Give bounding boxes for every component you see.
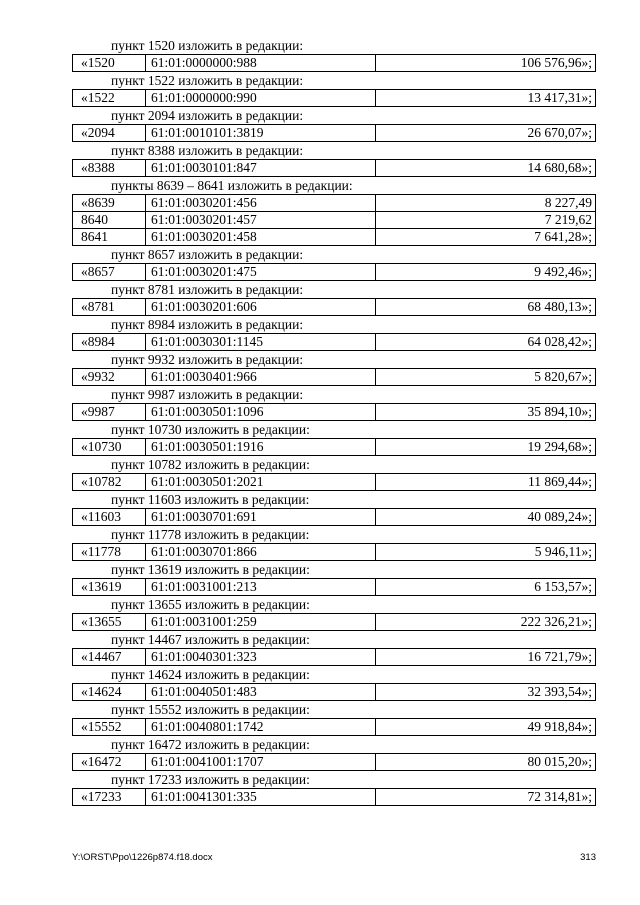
table-row — [73, 369, 596, 386]
item-number-cell: «11603 — [73, 509, 146, 526]
item-number-cell: «16472 — [73, 754, 146, 771]
amendment-table — [72, 753, 596, 771]
item-number-cell: «14624 — [73, 684, 146, 701]
cadastral-number-cell: 61:01:0030201:458 — [146, 229, 376, 246]
table-row — [73, 404, 596, 421]
amendment-heading: пункт 2094 изложить в редакции: — [111, 108, 304, 123]
table-row — [73, 334, 596, 351]
item-number-cell: «10730 — [73, 439, 146, 456]
value-cell: 7 641,28»; — [376, 229, 596, 246]
item-number-cell: «1522 — [73, 90, 146, 107]
item-number-cell: «9932 — [73, 369, 146, 386]
amendment-heading: пункт 11778 изложить в редакции: — [111, 527, 310, 542]
item-number-cell: «10782 — [73, 474, 146, 491]
document-body — [72, 37, 596, 806]
amendment-heading: пункт 14467 изложить в редакции: — [111, 632, 310, 647]
cadastral-number-cell: 61:01:0030301:1145 — [146, 334, 376, 351]
amendment-heading: пункт 8657 изложить в редакции: — [111, 247, 304, 262]
table-row — [73, 719, 596, 736]
item-number-cell: 8640 — [73, 212, 146, 229]
item-number-cell: «1520 — [73, 55, 146, 72]
item-number-cell: 8641 — [73, 229, 146, 246]
cadastral-number-cell: 61:01:0030501:1096 — [146, 404, 376, 421]
cadastral-number-cell: 61:01:0000000:990 — [146, 90, 376, 107]
amendment-heading: пункт 8984 изложить в редакции: — [111, 317, 304, 332]
table-row — [73, 160, 596, 177]
table-row — [73, 649, 596, 666]
item-number-cell: «8984 — [73, 334, 146, 351]
item-number-cell: «15552 — [73, 719, 146, 736]
value-cell: 40 089,24»; — [376, 509, 596, 526]
amendment-heading: пункт 17233 изложить в редакции: — [111, 772, 310, 787]
amendment-heading: пункт 15552 изложить в редакции: — [111, 702, 310, 717]
value-cell: 5 820,67»; — [376, 369, 596, 386]
table-row — [73, 55, 596, 72]
amendment-table — [72, 194, 596, 246]
value-cell: 49 918,84»; — [376, 719, 596, 736]
amendment-table — [72, 298, 596, 316]
amendment-heading: пункт 9932 изложить в редакции: — [111, 352, 304, 367]
value-cell: 68 480,13»; — [376, 299, 596, 316]
cadastral-number-cell: 61:01:0030101:847 — [146, 160, 376, 177]
page-number: 313 — [580, 852, 596, 863]
item-number-cell: «17233 — [73, 789, 146, 806]
amendment-table — [72, 263, 596, 281]
cadastral-number-cell: 61:01:0030201:606 — [146, 299, 376, 316]
amendment-table — [72, 613, 596, 631]
value-cell: 13 417,31»; — [376, 90, 596, 107]
amendment-table — [72, 543, 596, 561]
value-cell: 222 326,21»; — [376, 614, 596, 631]
value-cell: 8 227,49 — [376, 195, 596, 212]
table-row — [73, 439, 596, 456]
table-row — [73, 474, 596, 491]
cadastral-number-cell: 61:01:0031001:213 — [146, 579, 376, 596]
cadastral-number-cell: 61:01:0030501:2021 — [146, 474, 376, 491]
cadastral-number-cell: 61:01:0030201:456 — [146, 195, 376, 212]
value-cell: 6 153,57»; — [376, 579, 596, 596]
table-row — [73, 509, 596, 526]
cadastral-number-cell: 61:01:0030201:475 — [146, 264, 376, 281]
value-cell: 11 869,44»; — [376, 474, 596, 491]
value-cell: 26 670,07»; — [376, 125, 596, 142]
cadastral-number-cell: 61:01:0010101:3819 — [146, 125, 376, 142]
amendment-table — [72, 333, 596, 351]
table-row — [73, 544, 596, 561]
amendment-heading: пункт 13619 изложить в редакции: — [111, 562, 310, 577]
amendment-table — [72, 473, 596, 491]
table-row — [73, 212, 596, 229]
amendment-heading: пункт 9987 изложить в редакции: — [111, 387, 304, 402]
item-number-cell: «14467 — [73, 649, 146, 666]
amendment-heading: пункт 14624 изложить в редакции: — [111, 667, 310, 682]
value-cell: 5 946,11»; — [376, 544, 596, 561]
table-row — [73, 684, 596, 701]
cadastral-number-cell: 61:01:0041001:1707 — [146, 754, 376, 771]
amendment-heading: пункт 1522 изложить в редакции: — [111, 73, 304, 88]
amendment-table — [72, 89, 596, 107]
value-cell: 64 028,42»; — [376, 334, 596, 351]
amendment-heading: пункт 10730 изложить в редакции: — [111, 422, 310, 437]
table-row — [73, 195, 596, 212]
amendment-table — [72, 718, 596, 736]
item-number-cell: «8388 — [73, 160, 146, 177]
item-number-cell: «8639 — [73, 195, 146, 212]
amendment-heading: пункт 11603 изложить в редакции: — [111, 492, 310, 507]
amendment-heading: пункт 8781 изложить в редакции: — [111, 282, 304, 297]
cadastral-number-cell: 61:01:0030701:866 — [146, 544, 376, 561]
amendment-heading: пункт 13655 изложить в редакции: — [111, 597, 310, 612]
value-cell: 19 294,68»; — [376, 439, 596, 456]
cadastral-number-cell: 61:01:0040301:323 — [146, 649, 376, 666]
table-row — [73, 125, 596, 142]
footer-file-path: Y:\ORST\Ppo\1226p874.f18.docx — [72, 852, 213, 863]
table-row — [73, 579, 596, 596]
item-number-cell: «2094 — [73, 125, 146, 142]
item-number-cell: «13619 — [73, 579, 146, 596]
item-number-cell: «9987 — [73, 404, 146, 421]
amendment-table — [72, 159, 596, 177]
table-row — [73, 229, 596, 246]
value-cell: 80 015,20»; — [376, 754, 596, 771]
amendment-table — [72, 124, 596, 142]
cadastral-number-cell: 61:01:0030401:966 — [146, 369, 376, 386]
value-cell: 9 492,46»; — [376, 264, 596, 281]
amendment-table — [72, 578, 596, 596]
amendment-table — [72, 648, 596, 666]
table-row — [73, 264, 596, 281]
amendment-heading: пункт 10782 изложить в редакции: — [111, 457, 310, 472]
table-row — [73, 299, 596, 316]
amendment-heading: пункт 16472 изложить в редакции: — [111, 737, 310, 752]
table-row — [73, 789, 596, 806]
cadastral-number-cell: 61:01:0040501:483 — [146, 684, 376, 701]
table-row — [73, 90, 596, 107]
item-number-cell: «13655 — [73, 614, 146, 631]
cadastral-number-cell: 61:01:0030501:1916 — [146, 439, 376, 456]
value-cell: 32 393,54»; — [376, 684, 596, 701]
amendment-heading: пункт 8388 изложить в редакции: — [111, 143, 304, 158]
item-number-cell: «8657 — [73, 264, 146, 281]
amendment-table — [72, 438, 596, 456]
amendment-table — [72, 368, 596, 386]
amendment-table — [72, 683, 596, 701]
table-row — [73, 614, 596, 631]
amendment-table — [72, 54, 596, 72]
value-cell: 106 576,96»; — [376, 55, 596, 72]
cadastral-number-cell: 61:01:0030201:457 — [146, 212, 376, 229]
table-row — [73, 754, 596, 771]
cadastral-number-cell: 61:01:0000000:988 — [146, 55, 376, 72]
cadastral-number-cell: 61:01:0040801:1742 — [146, 719, 376, 736]
amendment-table — [72, 508, 596, 526]
value-cell: 14 680,68»; — [376, 160, 596, 177]
amendment-heading: пункты 8639 – 8641 изложить в редакции: — [111, 178, 353, 193]
item-number-cell: «11778 — [73, 544, 146, 561]
cadastral-number-cell: 61:01:0031001:259 — [146, 614, 376, 631]
value-cell: 72 314,81»; — [376, 789, 596, 806]
value-cell: 35 894,10»; — [376, 404, 596, 421]
value-cell: 7 219,62 — [376, 212, 596, 229]
amendment-heading: пункт 1520 изложить в редакции: — [111, 38, 304, 53]
amendment-table — [72, 788, 596, 806]
value-cell: 16 721,79»; — [376, 649, 596, 666]
cadastral-number-cell: 61:01:0030701:691 — [146, 509, 376, 526]
item-number-cell: «8781 — [73, 299, 146, 316]
cadastral-number-cell: 61:01:0041301:335 — [146, 789, 376, 806]
amendment-table — [72, 403, 596, 421]
